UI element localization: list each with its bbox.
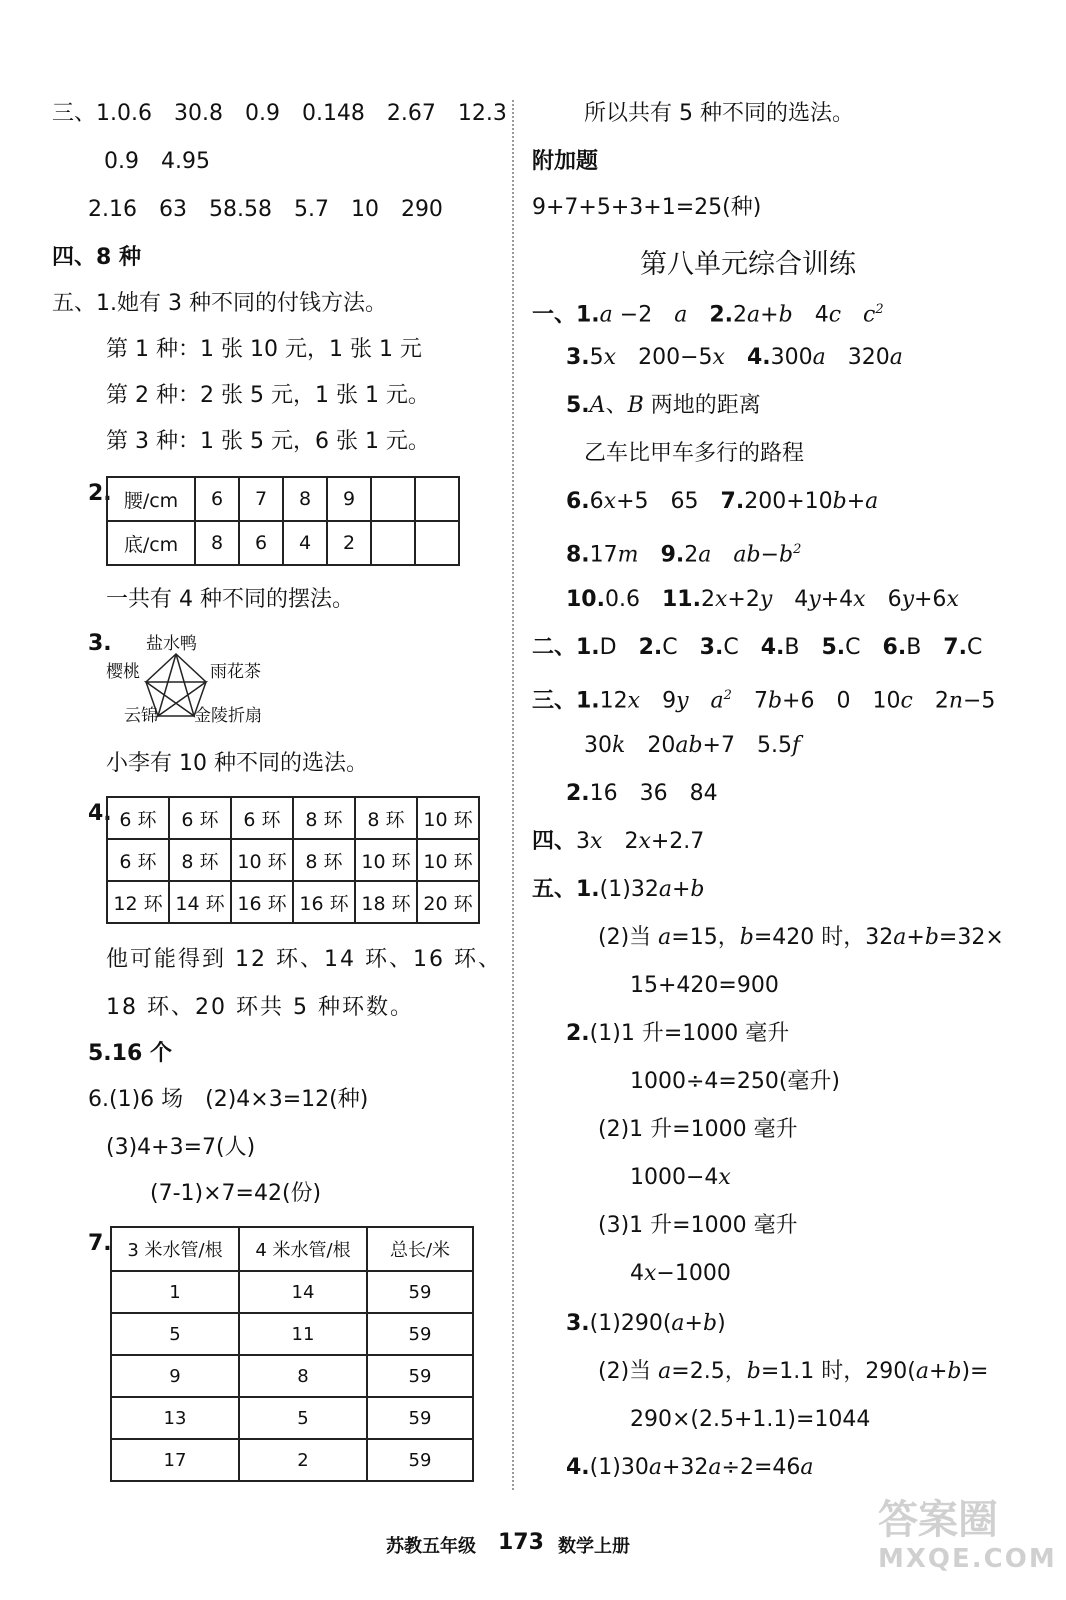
r5-line9: 4x−1000 (630, 1261, 731, 1286)
q4-number: 4. (88, 801, 112, 826)
table-row (111, 1271, 473, 1313)
star-label-bottom-right: 金陵折扇 (194, 706, 262, 726)
r3-line3: 2.16 36 84 (566, 781, 718, 806)
table-cell (415, 477, 459, 521)
table-cell: 5 (239, 1397, 367, 1439)
table-cell: 14 环 (169, 881, 231, 923)
r3-line2: 30k 20ab+7 5.5f (584, 733, 801, 758)
s5-q1-option2: 第 2 种：2 张 5 元，1 张 1 元。 (106, 383, 430, 408)
table-cell: 4 (283, 521, 327, 565)
table-cell: 59 (367, 1271, 473, 1313)
r5-line8: (3)1 升=1000 毫升 (598, 1213, 798, 1238)
table-cell: 6 环 (169, 797, 231, 839)
table-row (107, 881, 479, 923)
table-cell: 9 (111, 1355, 239, 1397)
table-cell: 16 环 (231, 881, 293, 923)
star-label-right: 雨花茶 (210, 662, 261, 682)
q6-line2: (3)4+3=7(人) (106, 1135, 256, 1160)
table-cell: 17 (111, 1439, 239, 1481)
r2-line: 二、1.D 2.C 3.C 4.B 5.C 6.B 7.C (532, 635, 983, 660)
table-cell: 14 (239, 1271, 367, 1313)
table-row (107, 797, 479, 839)
r5-line6: (2)1 升=1000 毫升 (598, 1117, 798, 1142)
s3-line3: 2.16 63 58.58 5.7 10 290 (88, 197, 443, 222)
table-row (107, 839, 479, 881)
r1-line6: 8.17m 9.2a $ab-b^2$ (566, 542, 802, 568)
s5-q1-option1: 第 1 种：1 张 10 元，1 张 1 元 (106, 337, 422, 362)
s5-q1: 五、1.她有 3 种不同的付钱方法。 (52, 291, 387, 316)
r1-line2: 3.5x 200−5x 4.300a 320a (566, 345, 903, 370)
table-row (107, 521, 459, 565)
star-label-top: 盐水鸭 (146, 634, 197, 654)
s3-line1: 三、1.0.6 30.8 0.9 0.148 2.67 12.3 (52, 101, 507, 126)
star-label-left: 樱桃 (106, 662, 140, 682)
table-row (107, 477, 459, 521)
table-cell: 7 (239, 477, 283, 521)
table-cell: 6 环 (231, 797, 293, 839)
table-cell: 6 环 (107, 839, 169, 881)
table-cell: 8 环 (293, 839, 355, 881)
footer-grade: 苏教五年级 (386, 1536, 476, 1557)
table-cell: 13 (111, 1397, 239, 1439)
table-row (111, 1439, 473, 1481)
table-cell: 2 (239, 1439, 367, 1481)
table-row (111, 1355, 473, 1397)
r5-line2: (2)当 a=15，b=420 时，32a+b=32× (598, 925, 1004, 950)
table-cell: 8 (283, 477, 327, 521)
table-cell: 12 环 (107, 881, 169, 923)
r5-line5: 1000÷4=250(毫升) (630, 1069, 841, 1094)
page-number: 173 (498, 1530, 544, 1555)
table-cell (371, 521, 415, 565)
table-cell: 腰/cm (107, 477, 195, 521)
q2-answer: 一共有 4 种不同的摆法。 (106, 587, 354, 612)
r5-line1: 五、1.(1)32a+b (532, 877, 705, 902)
r5-line4: 2.(1)1 升=1000 毫升 (566, 1021, 790, 1046)
table-cell: 8 (195, 521, 239, 565)
table-q4 (106, 796, 480, 924)
r-line-summary: 所以共有 5 种不同的选法。 (584, 101, 854, 126)
table-cell: 18 环 (355, 881, 417, 923)
table-q2 (106, 476, 460, 566)
q7-number: 7. (88, 1231, 112, 1256)
q4-answer-line2: 18 环、20 环共 5 种环数。 (106, 995, 414, 1020)
r1-line4: 乙车比甲车多行的路程 (584, 441, 805, 466)
section-heading: 第八单元综合训练 (640, 249, 856, 280)
table-header-cell: 3 米水管/根 (111, 1227, 239, 1271)
table-cell: 10 环 (417, 839, 479, 881)
table-q7 (110, 1226, 474, 1482)
r5-line10: 3.(1)290(a+b) (566, 1311, 726, 1336)
table-cell (371, 477, 415, 521)
r5-line7: 1000−4x (630, 1165, 731, 1190)
table-cell: 59 (367, 1397, 473, 1439)
r1-line5: 6.6x+5 65 7.200+10b+a (566, 489, 879, 514)
table-cell: 8 环 (169, 839, 231, 881)
table-cell: 10 环 (355, 839, 417, 881)
table-cell: 1 (111, 1271, 239, 1313)
q4-answer-line1: 他可能得到 12 环、14 环、16 环、 (106, 947, 502, 972)
s4-answer: 四、8 种 (52, 245, 141, 270)
table-cell: 5 (111, 1313, 239, 1355)
table-header-cell: 总长/米 (367, 1227, 473, 1271)
table-cell: 20 环 (417, 881, 479, 923)
table-cell: 10 环 (417, 797, 479, 839)
table-row (111, 1313, 473, 1355)
table-cell: 6 (195, 477, 239, 521)
table-cell: 59 (367, 1355, 473, 1397)
table-cell: 11 (239, 1313, 367, 1355)
watermark-logo: 答案圈 (878, 1497, 998, 1543)
q5-answer: 5.16 个 (88, 1041, 172, 1066)
table-cell: 59 (367, 1313, 473, 1355)
q6-line1: 6.(1)6 场 (2)4×3=12(种) (88, 1087, 369, 1112)
column-divider (512, 100, 514, 1490)
table-cell: 6 (239, 521, 283, 565)
q6-line3: (7-1)×7=42(份) (150, 1181, 322, 1206)
table-cell: 8 (239, 1355, 367, 1397)
footer-subject: 数学上册 (558, 1536, 630, 1557)
table-cell: 8 环 (355, 797, 417, 839)
r5-line12: 290×(2.5+1.1)=1044 (630, 1407, 871, 1432)
s5-q1-option3: 第 3 种：1 张 5 元，6 张 1 元。 (106, 429, 430, 454)
q3-answer: 小李有 10 种不同的选法。 (106, 751, 368, 776)
q3-number: 3. (88, 631, 112, 656)
r5-line11: (2)当 a=2.5，b=1.1 时，290(a+b)= (598, 1359, 989, 1384)
table-cell: 8 环 (293, 797, 355, 839)
q2-number: 2. (88, 481, 112, 506)
watermark-url: MXQE.COM (878, 1544, 1057, 1574)
r1-line7: 10.0.6 11.2x+2y 4y+4x 6y+6x (566, 587, 959, 612)
r1-line3: 5.A、B 两地的距离 (566, 393, 761, 418)
r4-line: 四、3x 2x+2.7 (532, 829, 705, 854)
bonus-answer: 9+7+5+3+1=25(种) (532, 195, 762, 220)
table-cell: 9 (327, 477, 371, 521)
r3-line1: 三、1.12x 9y $a^2$ 7b+6 0 10c 2n−5 (532, 688, 996, 714)
s3-line2: 0.9 4.95 (104, 149, 210, 174)
bonus-title: 附加题 (532, 149, 599, 174)
table-header-cell: 4 米水管/根 (239, 1227, 367, 1271)
r5-line3: 15+420=900 (630, 973, 779, 998)
table-cell: 10 环 (231, 839, 293, 881)
star-label-bottom-left: 云锦 (124, 706, 158, 726)
table-cell: 底/cm (107, 521, 195, 565)
table-cell (415, 521, 459, 565)
table-row (111, 1227, 473, 1271)
r1-line1: 一、1.a −2 a 2.2a+b 4c $c^2$ (532, 302, 884, 328)
table-cell: 6 环 (107, 797, 169, 839)
table-row (111, 1397, 473, 1439)
table-cell: 2 (327, 521, 371, 565)
table-cell: 16 环 (293, 881, 355, 923)
table-cell: 59 (367, 1439, 473, 1481)
r5-line13: 4.(1)30a+32a÷2=46a (566, 1455, 814, 1480)
